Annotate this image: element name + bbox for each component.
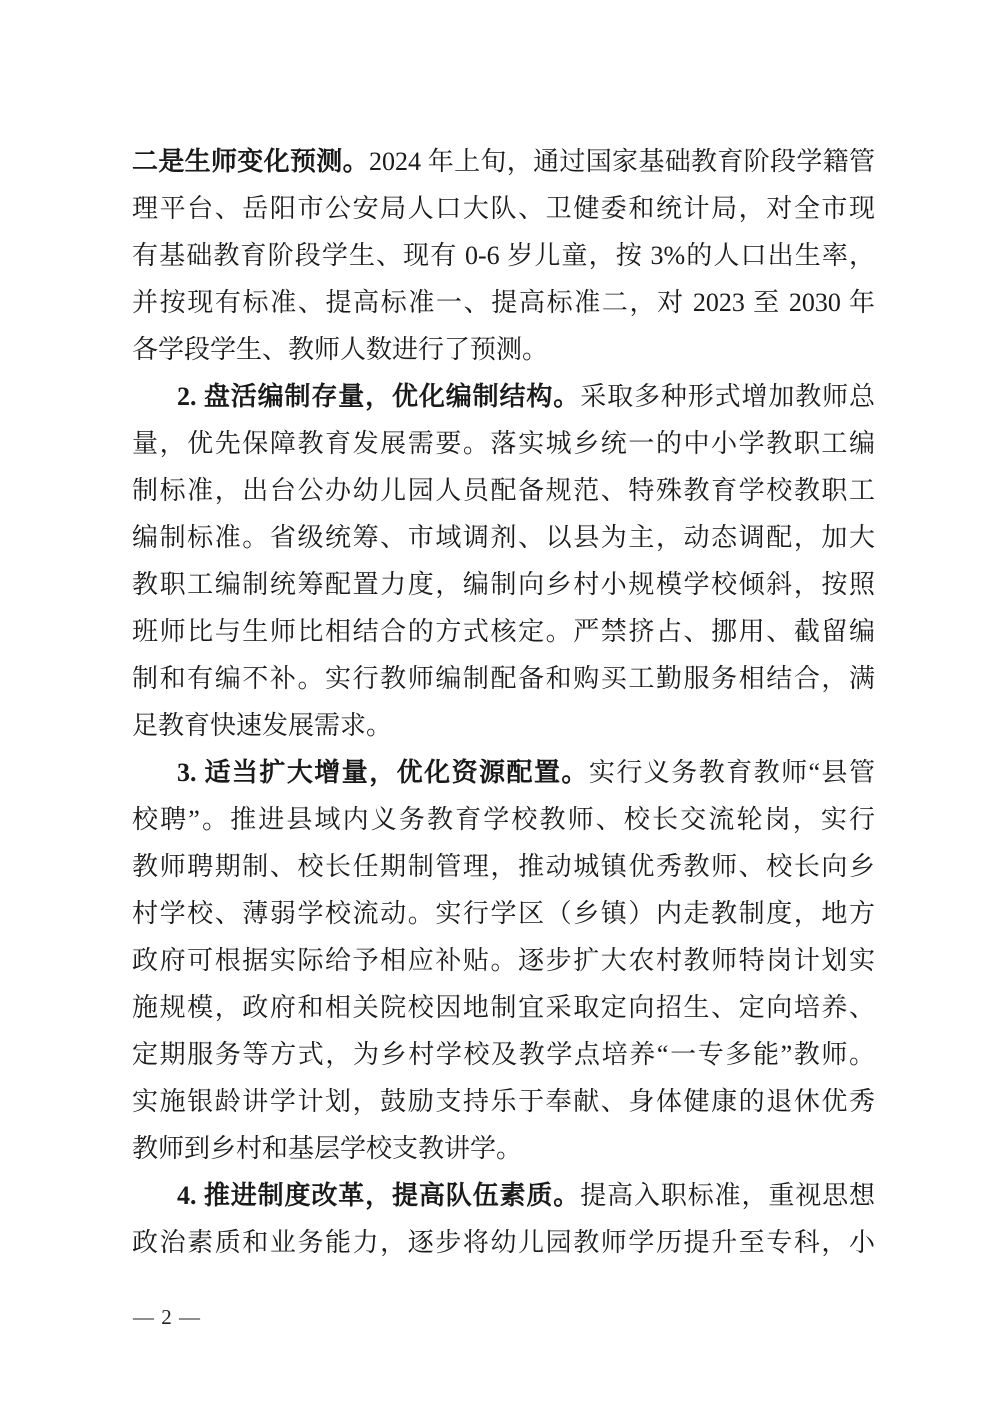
line-text: 实行义务教育教师“县管: [588, 758, 875, 787]
page-number: — 2 —: [133, 1305, 201, 1329]
text-line: [132, 1031, 875, 1078]
paragraph-lead: 2. 盘活编制存量，优化编制结构。: [177, 382, 581, 411]
text-line: [132, 984, 875, 1031]
line-text: 制标准，出台公办幼儿园人员配备规范、特殊教育学校教职工: [132, 476, 875, 505]
document-content: [132, 138, 875, 1266]
line-text: 制和有编不补。实行教师编制配备和购买工勤服务相结合，满: [132, 664, 875, 693]
line-text: 有基础教育阶段学生、现有 0-6 岁儿童，按 3%的人口出生率，: [132, 241, 875, 270]
paragraph: [132, 1172, 875, 1266]
text-line: [132, 185, 875, 232]
line-text: 施规模，政府和相关院校因地制宜采取定向招生、定向培养、: [132, 993, 875, 1022]
line-text: 教师到乡村和基层学校支教讲学。: [132, 1134, 523, 1163]
text-line: [132, 373, 875, 420]
line-text: 政治素质和业务能力，逐步将幼儿园教师学历提升至专科，小: [132, 1228, 875, 1257]
paragraph-lead: 二是生师变化预测。: [132, 147, 369, 176]
text-line: [132, 326, 875, 373]
text-line: [132, 467, 875, 514]
text-line: [132, 279, 875, 326]
line-text: 采取多种形式增加教师总: [580, 382, 875, 411]
text-line: [132, 749, 875, 796]
paragraph-lead: 3. 适当扩大增量，优化资源配置。: [177, 758, 589, 787]
text-line: [132, 796, 875, 843]
line-text: 编制标准。省级统筹、市域调剂、以县为主，动态调配，加大: [132, 523, 875, 552]
text-line: [132, 655, 875, 702]
paragraph: [132, 749, 875, 1172]
text-line: [132, 232, 875, 279]
line-text: 实施银龄讲学计划，鼓励支持乐于奉献、身体健康的退休优秀: [132, 1087, 875, 1116]
line-text: 理平台、岳阳市公安局人口大队、卫健委和统计局，对全市现: [132, 194, 875, 223]
text-line: [132, 1078, 875, 1125]
line-text: 量，优先保障教育发展需要。落实城乡统一的中小学教职工编: [132, 429, 875, 458]
text-line: [132, 138, 875, 185]
line-text: 定期服务等方式，为乡村学校及教学点培养“一专多能”教师。: [132, 1040, 875, 1069]
line-text: 提高入职标准，重视思想: [580, 1181, 875, 1210]
text-line: [132, 1219, 875, 1266]
line-text: 教师聘期制、校长任期制管理，推动城镇优秀教师、校长向乡: [132, 852, 875, 881]
text-line: [132, 514, 875, 561]
paragraph: [132, 138, 875, 373]
line-text: 2024 年上旬，通过国家基础教育阶段学籍管: [368, 147, 875, 176]
line-text: 足教育快速发展需求。: [132, 711, 393, 740]
text-line: [132, 1172, 875, 1219]
line-text: 并按现有标准、提高标准一、提高标准二，对 2023 至 2030 年: [132, 288, 875, 317]
text-line: [132, 561, 875, 608]
text-line: [132, 608, 875, 655]
text-line: [132, 702, 875, 749]
paragraph-lead: 4. 推进制度改革，提高队伍素质。: [177, 1181, 581, 1210]
line-text: 班师比与生师比相结合的方式核定。严禁挤占、挪用、截留编: [132, 617, 875, 646]
line-text: 村学校、薄弱学校流动。实行学区（乡镇）内走教制度，地方: [132, 899, 875, 928]
line-text: 校聘”。推进县域内义务教育学校教师、校长交流轮岗，实行: [132, 805, 875, 834]
text-line: [132, 1125, 875, 1172]
text-line: [132, 420, 875, 467]
text-line: [132, 937, 875, 984]
line-text: 政府可根据实际给予相应补贴。逐步扩大农村教师特岗计划实: [132, 946, 875, 975]
paragraph: [132, 373, 875, 749]
text-line: [132, 890, 875, 937]
text-line: [132, 843, 875, 890]
line-text: 教职工编制统筹配置力度，编制向乡村小规模学校倾斜，按照: [132, 570, 875, 599]
line-text: 各学段学生、教师人数进行了预测。: [132, 335, 549, 364]
